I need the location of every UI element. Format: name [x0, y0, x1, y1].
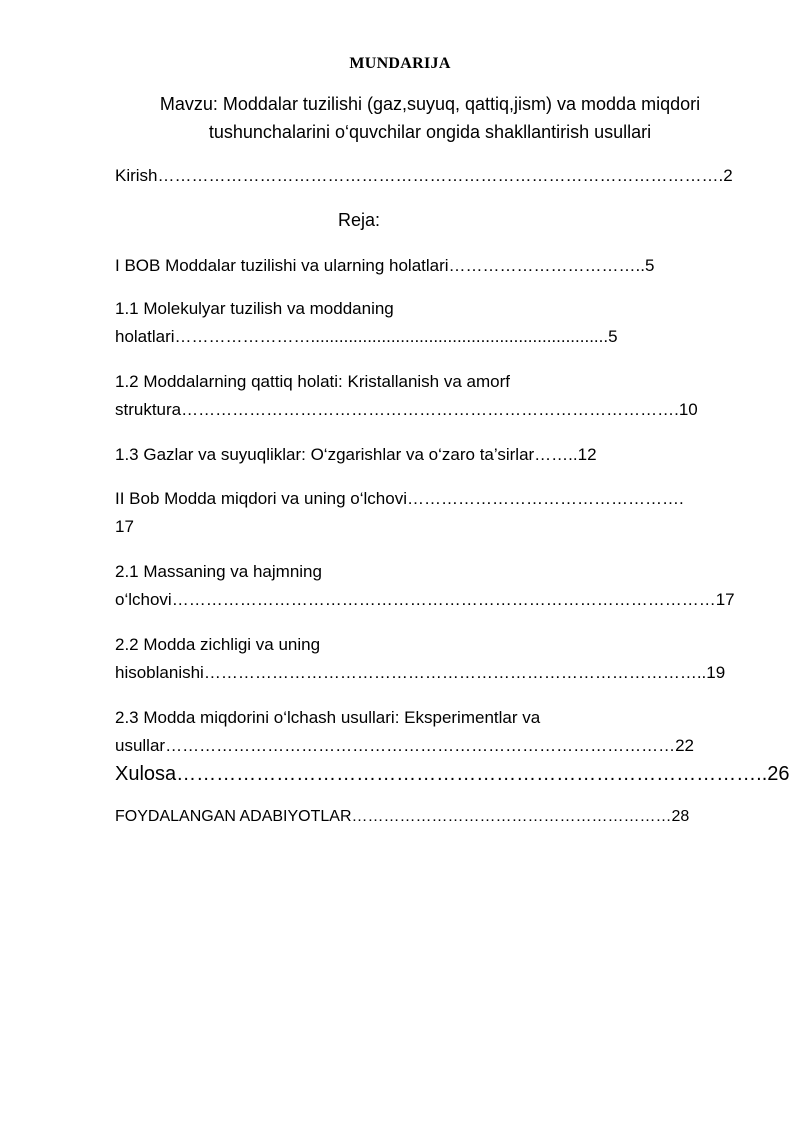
toc-entry-2-1-line-2: o‘lchovi……………………………………………………………………………………17 [115, 590, 735, 609]
topic-title-line-2: tushunchalarini o‘quvchilar ongida shakllantirish usullari [208, 122, 652, 142]
toc-entry-1-2-line-1: 1.2 Moddalarning qattiq holati: Kristallanish va amorf [115, 372, 510, 391]
toc-entry-2-1-line-1: 2.1 Massaning va hajmning [115, 562, 322, 581]
toc-entry-2-2-line-1: 2.2 Modda zichligi va uning [115, 635, 321, 654]
toc-entry-2-3-line-2: usullar………………………………………………………………………………22 [115, 736, 694, 755]
topic-title [120, 90, 740, 146]
topic-title-line-1: Mavzu: Moddalar tuzilishi (gaz,suyuq, qattiq,jism) va modda miqdori [159, 94, 701, 114]
toc-entry-intro: Kirish……………………………………………………………………………………….2 [115, 166, 733, 185]
toc-entry-1-1-line-1: 1.1 Molekulyar tuzilish va moddaning [115, 299, 394, 318]
toc-heading: MUNDARIJA [349, 55, 451, 72]
toc-entry-chapter-2-line-2: 17 [115, 517, 134, 536]
toc-entry-1-1-line-2: holatlari……………………...............................................................5 [115, 327, 618, 346]
toc-entry-chapter-1: I BOB Moddalar tuzilishi va ularning holatlari……………………………..5 [115, 256, 655, 275]
plan-label: Reja: [338, 210, 381, 230]
toc-entry-2-3-line-1: 2.3 Modda miqdorini o‘lchash usullari: Eksperimentlar va [115, 708, 541, 727]
toc-entry-1-2-line-2: struktura…………………………………………………………………………….10 [115, 400, 698, 419]
toc-entry-references: FOYDALANGAN ADABIYOTLAR……………………………………………………28 [115, 808, 690, 825]
toc-entry-1-3: 1.3 Gazlar va suyuqliklar: O‘zgarishlar va o‘zaro ta’sirlar……..12 [115, 445, 597, 464]
toc-entry-conclusion: Xulosa……………………………………………………………………………..26 [115, 763, 790, 785]
toc-entry-chapter-2-line-1: II Bob Modda miqdori va uning o‘lchovi…………………………………………. [115, 489, 684, 508]
toc-entry-2-2-line-2: hisoblanishi……………………………………………………………………………..19 [115, 663, 726, 682]
